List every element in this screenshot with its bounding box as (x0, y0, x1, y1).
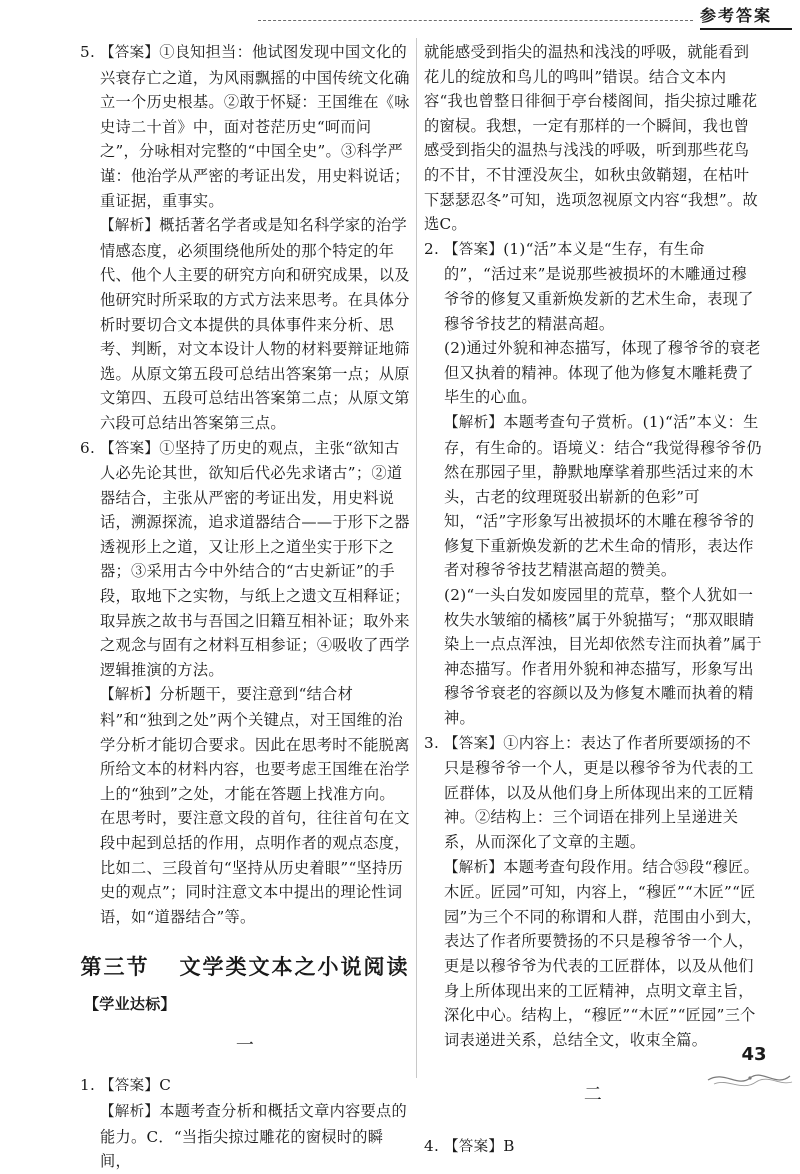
question-4 (424, 1134, 762, 1160)
section-title (80, 951, 410, 983)
analysis-text-1: 本题考查句子赏析。(1)“活”本义：生存，有生命的。语境义：结合“我觉得穆爷爷仍然在那园子里，静默地摩挲着那些活过来的木头，古老的纹理斑驳出崭新的色彩”可知，“活”字形象写出被损坏的木雕在穆爷爷的修复下重新焕发新的艺术生命的情形，表达作者对穆爷爷技艺精湛高超的赞美。 (444, 412, 762, 580)
analysis-text-2: (2)“一头白发如废园里的荒草，整个人犹如一枚失水皱缩的橘核”属于外貌描写；“那双眼睛染上一点点浑浊，目光却依然专注而执着”属于神态描写。作者用外貌和神态描写，形象写出穆爷爷衰老的容颜以及为修复木雕而执着的精神。 (444, 586, 762, 728)
answer-tag: 【答案】 (100, 45, 160, 61)
header-underline (700, 28, 792, 30)
section-number: 第三节 (80, 955, 150, 980)
question-6-answer (80, 436, 410, 683)
analysis-tag: 【解析】 (100, 687, 160, 704)
answer-text-1: (1)“活”本义是“生存，有生命的”，“活过来”是说那些被损坏的木雕通过穆爷爷的修复又重新焕发新的艺术生命，表现了穆爷爷技艺的精湛高超。 (444, 239, 754, 333)
analysis-tag: 【解析】 (444, 414, 504, 431)
header-dashed-rule (258, 20, 693, 21)
page-number: 43 (741, 1044, 767, 1065)
right-column (424, 40, 762, 1160)
answer-text: B (503, 1137, 515, 1156)
analysis-text: 本题考查分析和概括文章内容要点的能力。C．“当指尖掠过雕花的窗棂时的瞬间， (100, 1101, 408, 1171)
answer-text-2: (2)通过外貌和神态描写，体现了穆爷爷的衰老但又执着的精神。体现了他为修复木雕耗费了毕生的心血。 (444, 339, 761, 407)
question-4-answer (424, 1134, 762, 1160)
column-divider (416, 38, 417, 1078)
question-number: 2. (424, 239, 440, 258)
analysis-text: 分析题干，要注意到“结合材料”和“独到之处”两个关键点，对王国维的治学分析才能切合要求。因此在思考时不能脱离所给文本的材料内容，也要考虑王国维在治学上的“独到”之处，才能在答题上找准方向。在思考时，要注意文段的首句，往往首句在文段中起到总括的作用，点明作者的观点态度，比如二、三段首句“坚持从历史着眼”“坚持历史的观点”；同时注意文本中提出的理论性词语，如“道器结合”等。 (100, 685, 410, 926)
question-6-analysis (100, 682, 410, 929)
question-1-analysis (100, 1099, 410, 1174)
question-5-analysis (100, 213, 410, 435)
question-number: 5. (80, 43, 96, 61)
answer-text: ①内容上：表达了作者所要颂扬的不只是穆爷爷一个人，更是以穆爷爷为代表的工匠群体，以及从他们身上所体现出来的工匠精神。②结构上：三个词语在排列上呈递进关系，从而深化了文章的主题。 (444, 733, 754, 851)
question-3 (424, 731, 762, 1053)
part-two-mark: 二 (583, 1084, 603, 1106)
header-title: 参考答案 (700, 6, 773, 25)
answer-tag: 【答案】 (100, 1078, 160, 1095)
question-6 (80, 436, 410, 930)
question-number: 4. (424, 1137, 440, 1156)
analysis-tag: 【解析】 (444, 859, 504, 876)
subheading-academic-standards: 【学业达标】 (84, 995, 176, 1014)
question-number: 1. (80, 1076, 96, 1095)
analysis-text: 概括著名学者或是知名科学家的治学情感态度，必须围绕他所处的那个特定的年代、他个人主要的研究方向和研究成果，以及他研究时所采取的方式方法来思考。在具体分析时要切合文本提供的具体事件来分析、思考、判断，对文本设计人物的材料要辩证地筛选。从原文第五段可总结出答案第一点；从原文第四、五段可总结出答案第二点；从原文第六段可总结出答案第三点。 (100, 216, 410, 432)
question-1-answer (80, 1073, 410, 1099)
question-1-analysis-continued: 就能感受到指尖的温热和浅浅的呼吸，就能看到花儿的绽放和鸟儿的鸣叫”错误。结合文本内容“我也曾整日徘徊于亭台楼阁间，指尖掠过雕花的窗棂。我想，一定有那样的一个瞬间，我也曾感受到指尖的温热与浅浅的呼吸，听到那些花鸟的不甘，不甘湮没灰尘，如秋虫敛鞘翅，在枯叶下瑟瑟忍冬”可知，选项忽视原文内容“我想”。故选C。 (424, 43, 758, 234)
answer-tag: 【答案】 (444, 735, 504, 752)
analysis-text: 本题考查句段作用。结合㉟段“穆匠。木匠。匠园”可知，内容上，“穆匠”“木匠”“匠园”为三个不同的称谓和人群，范围由小到大，表达了作者所要赞扬的不只是穆爷爷一个人，更是以穆爷爷为代表的工匠群体，以及从他们身上所体现出来的工匠精神，点明文章主旨，深化中心。结构上，“穆匠”“木匠”“匠园”三个词表递进关系，总结全文，收束全篇。 (444, 857, 762, 1049)
question-5-answer (80, 40, 410, 213)
answer-tag: 【答案】 (100, 440, 160, 457)
part-one-mark: 一 (235, 1035, 255, 1057)
question-number: 3. (424, 733, 440, 752)
answer-text: C (159, 1076, 172, 1095)
section-name: 文学类文本之小说阅读 (179, 955, 410, 980)
analysis-tag: 【解析】 (100, 1103, 160, 1120)
answer-tag: 【答案】 (444, 1139, 504, 1156)
question-3-answer (424, 731, 762, 855)
question-2 (424, 237, 762, 731)
page-ornament-icon (704, 1066, 794, 1090)
left-column (80, 40, 410, 1174)
question-5 (80, 40, 410, 436)
question-2-answer (424, 237, 762, 336)
question-1 (80, 1073, 410, 1173)
answer-text: ①良知担当：他试图发现中国文化的兴衰存亡之道，为风雨飘摇的中国传统文化确立一个历史根基。②敢于怀疑：王国维在《咏史诗二十首》中，面对苍茫历史“呵而问之”，分咏相对完整的“中国全史”。③科学严谨：他治学从严密的考证出发，用史料说话；重证据，重事实。 (100, 43, 410, 210)
question-2-analysis (444, 410, 762, 583)
analysis-tag: 【解析】 (100, 218, 160, 235)
question-3-analysis (444, 855, 762, 1053)
question-number: 6. (80, 438, 96, 457)
answer-text: ①坚持了历史的观点，主张“欲知古人必先论其世，欲知后代必先求诸古”；②道器结合，主张从严密的考证出发，用史料说话，溯源探流，追求道器结合——于形下之器透视形上之道，又让形上之道坐实于形下之器；③采用古今中外结合的“古史新证”的手段，取地下之实物，与纸上之遗文互相释证；取异族之故书与吾国之旧籍互相补证；取外来之观念与固有之材料互相参证；④吸收了西学逻辑推演的方法。 (100, 438, 410, 679)
answer-tag: 【答案】 (444, 241, 504, 258)
